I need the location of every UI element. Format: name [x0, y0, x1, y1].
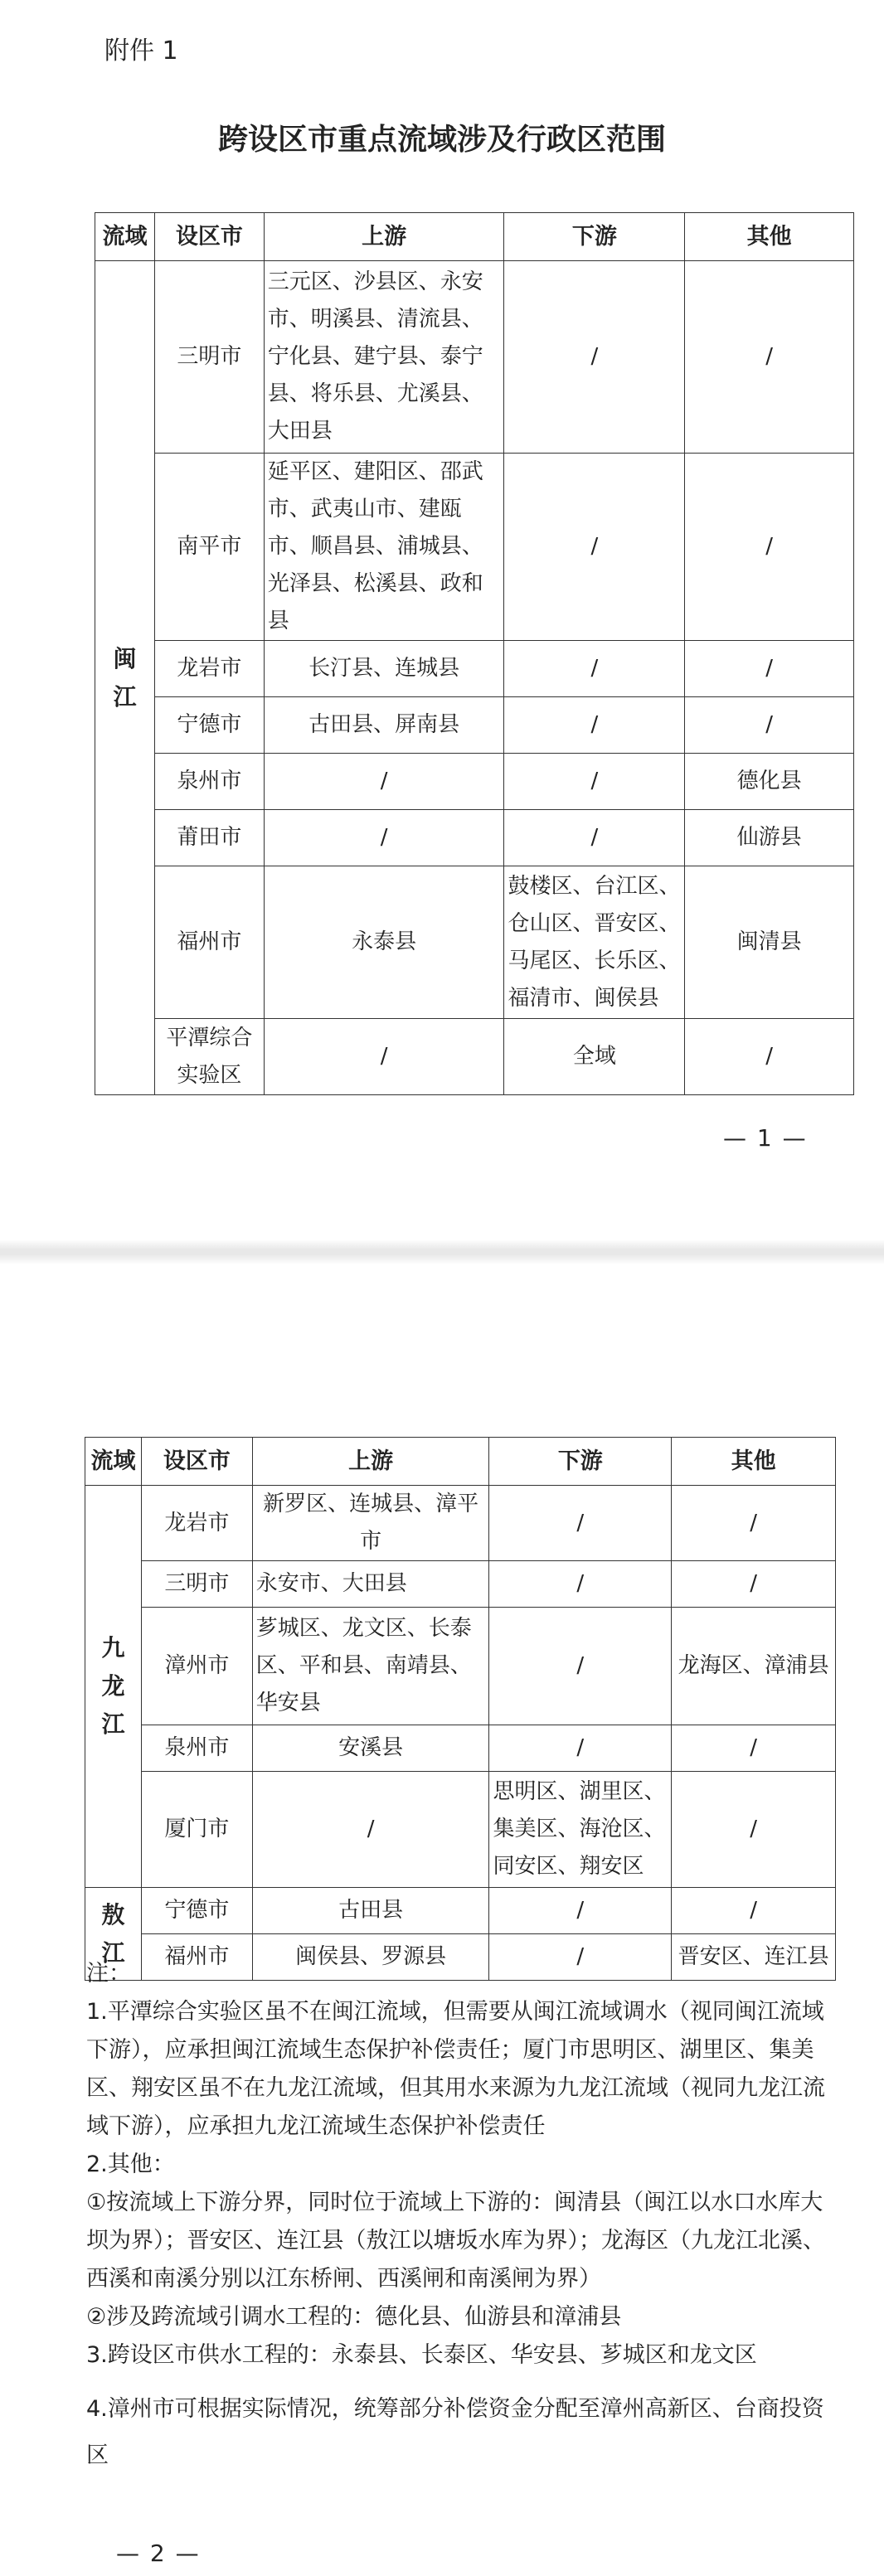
- table-row: [85, 1725, 836, 1772]
- header-upstream: 上游: [252, 1438, 489, 1486]
- downstream-cell: /: [489, 1888, 672, 1934]
- notes-heading: 注：: [86, 1961, 131, 1987]
- header-basin: 流域: [85, 1438, 142, 1486]
- page-1: [0, 0, 884, 1239]
- table-jiulong-ao: [85, 1437, 836, 1981]
- table-row: [85, 1772, 836, 1888]
- city-cell: 漳州市: [141, 1608, 252, 1725]
- downstream-cell: /: [489, 1934, 672, 1981]
- upstream-cell: 芗城区、龙文区、长泰区、平和县、南靖县、华安县: [252, 1608, 489, 1725]
- note-item: ①按流域上下游分界，同时位于流域上下游的：闽清县（闽江以水口水库大坝为界）；晋安区、连江县（敖江以塘坂水库为界）；龙海区（九龙江北溪、西溪和南溪分别以江东桥闸、西溪闸和南溪闸为界）: [86, 2190, 825, 2292]
- header-city: 设区市: [141, 1438, 252, 1486]
- downstream-cell: 思明区、湖里区、集美区、海沧区、同安区、翔安区: [489, 1772, 672, 1888]
- table-row: [85, 1486, 836, 1561]
- table-header-row: [95, 213, 854, 261]
- page-separator: [0, 1239, 884, 1264]
- upstream-cell: 安溪县: [252, 1725, 489, 1772]
- other-cell: /: [685, 697, 854, 754]
- table-row: [95, 261, 854, 454]
- upstream-cell: /: [264, 754, 504, 810]
- header-other: 其他: [685, 213, 854, 261]
- other-cell: /: [685, 454, 854, 641]
- downstream-cell: 鼓楼区、台江区、仓山区、晋安区、马尾区、长乐区、福清市、闽侯县: [504, 866, 685, 1019]
- basin-name: 敖江: [101, 1900, 125, 1967]
- other-cell: /: [685, 641, 854, 697]
- upstream-cell: 永泰县: [264, 866, 504, 1019]
- city-cell: 三明市: [141, 1561, 252, 1608]
- downstream-cell: /: [489, 1561, 672, 1608]
- page-number: — 2 —: [116, 2540, 201, 2567]
- upstream-cell: 三元区、沙县区、永安市、明溪县、清流县、宁化县、建宁县、泰宁县、将乐县、尤溪县、大田县: [264, 261, 504, 454]
- upstream-cell: 新罗区、连城县、漳平市: [252, 1486, 489, 1561]
- basin-cell: [85, 1486, 142, 1888]
- table-header-row: [85, 1438, 836, 1486]
- header-upstream: 上游: [264, 213, 504, 261]
- note-item: 4.漳州市可根据实际情况，统筹部分补偿资金分配至漳州高新区、台商投资区: [86, 2396, 824, 2468]
- downstream-cell: 全域: [504, 1019, 685, 1095]
- downstream-cell: /: [489, 1486, 672, 1561]
- upstream-cell: 永安市、大田县: [252, 1561, 489, 1608]
- document-title: 跨设区市重点流域涉及行政区范围: [217, 122, 666, 157]
- table-row: [95, 641, 854, 697]
- upstream-cell: 古田县、屏南县: [264, 697, 504, 754]
- downstream-cell: /: [489, 1725, 672, 1772]
- city-cell: 福州市: [141, 1934, 252, 1981]
- city-cell: 平潭综合实验区: [154, 1019, 264, 1095]
- header-basin: 流域: [95, 213, 155, 261]
- table-row: [85, 1561, 836, 1608]
- other-cell: /: [685, 261, 854, 454]
- downstream-cell: /: [504, 641, 685, 697]
- city-cell: 龙岩市: [154, 641, 264, 697]
- other-cell: /: [672, 1888, 836, 1934]
- attachment-label: 附件 1: [104, 36, 178, 65]
- city-cell: 厦门市: [141, 1772, 252, 1888]
- table-row: [95, 866, 854, 1019]
- page-number: — 1 —: [723, 1124, 808, 1152]
- city-cell: 南平市: [154, 454, 264, 641]
- city-cell: 泉州市: [154, 754, 264, 810]
- downstream-cell: /: [504, 261, 685, 454]
- basin-cell: [95, 261, 155, 1095]
- header-downstream: 下游: [489, 1438, 672, 1486]
- note-item: 2.其他：: [86, 2152, 175, 2177]
- table-row: [95, 697, 854, 754]
- note-item: ②涉及跨流域引调水工程的：德化县、仙游县和漳浦县: [86, 2304, 622, 2330]
- other-cell: /: [685, 1019, 854, 1095]
- downstream-cell: /: [504, 810, 685, 866]
- basin-name: 闽江: [113, 644, 137, 711]
- upstream-cell: 闽侯县、罗源县: [252, 1934, 489, 1981]
- header-city: 设区市: [154, 213, 264, 261]
- downstream-cell: /: [504, 754, 685, 810]
- table-min-river: [95, 212, 854, 1095]
- other-cell: 德化县: [685, 754, 854, 810]
- city-cell: 宁德市: [141, 1888, 252, 1934]
- page-2: [0, 1264, 884, 2576]
- other-cell: 仙游县: [685, 810, 854, 866]
- header-other: 其他: [672, 1438, 836, 1486]
- notes-section: [86, 1955, 833, 2479]
- other-cell: 闽清县: [685, 866, 854, 1019]
- upstream-cell: 长汀县、连城县: [264, 641, 504, 697]
- upstream-cell: /: [264, 1019, 504, 1095]
- downstream-cell: /: [489, 1608, 672, 1725]
- header-downstream: 下游: [504, 213, 685, 261]
- table-row: [95, 1019, 854, 1095]
- other-cell: /: [672, 1772, 836, 1888]
- downstream-cell: /: [504, 697, 685, 754]
- city-cell: 宁德市: [154, 697, 264, 754]
- table-row: [85, 1608, 836, 1725]
- upstream-cell: 古田县: [252, 1888, 489, 1934]
- other-cell: /: [672, 1561, 836, 1608]
- city-cell: 龙岩市: [141, 1486, 252, 1561]
- table-row: [95, 810, 854, 866]
- city-cell: 莆田市: [154, 810, 264, 866]
- table-row: [85, 1888, 836, 1934]
- other-cell: 龙海区、漳浦县: [672, 1608, 836, 1725]
- upstream-cell: /: [264, 810, 504, 866]
- note-item: 3.跨设区市供水工程的：永泰县、长泰区、华安县、芗城区和龙文区: [86, 2342, 757, 2368]
- note-item: 1.平潭综合实验区虽不在闽江流域，但需要从闽江流域调水（视同闽江流域下游），应承担闽江流域生态保护补偿责任；厦门市思明区、湖里区、集美区、翔安区虽不在九龙江流域，但其用水来源为九龙江流域（视同九龙江流域下游），应承担九龙江流域生态保护补偿责任: [86, 1999, 825, 2139]
- other-cell: 晋安区、连江县: [672, 1934, 836, 1981]
- city-cell: 泉州市: [141, 1725, 252, 1772]
- table-row: [95, 754, 854, 810]
- upstream-cell: 延平区、建阳区、邵武市、武夷山市、建瓯市、顺昌县、浦城县、光泽县、松溪县、政和县: [264, 454, 504, 641]
- city-cell: 福州市: [154, 866, 264, 1019]
- upstream-cell: /: [252, 1772, 489, 1888]
- other-cell: /: [672, 1486, 836, 1561]
- city-cell: 三明市: [154, 261, 264, 454]
- basin-name: 九龙江: [101, 1634, 125, 1738]
- downstream-cell: /: [504, 454, 685, 641]
- table-row: [95, 454, 854, 641]
- other-cell: /: [672, 1725, 836, 1772]
